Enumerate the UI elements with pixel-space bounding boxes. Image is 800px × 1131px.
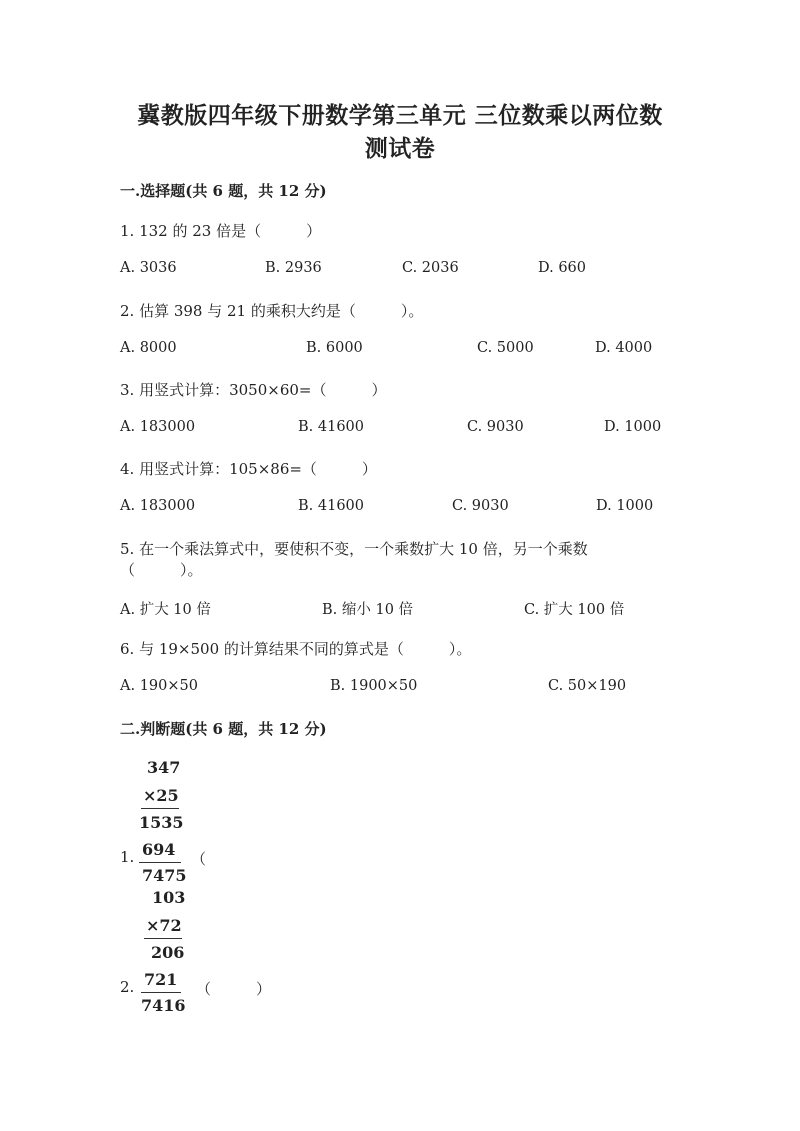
j2-partial-1: 206 xyxy=(151,943,185,962)
j2-number: 2. xyxy=(120,978,135,996)
q6-option-b[interactable]: B. 1900×50 xyxy=(330,678,418,694)
j1-multiplicand: 347 xyxy=(147,758,181,777)
j2-multiplicand: 103 xyxy=(152,888,186,907)
q3-option-b[interactable]: B. 41600 xyxy=(298,419,365,435)
q1-option-c[interactable]: C. 2036 xyxy=(402,260,459,276)
q2-option-b[interactable]: B. 6000 xyxy=(306,340,363,356)
j2-rule-1 xyxy=(144,938,182,939)
q6-option-c[interactable]: C. 50×190 xyxy=(548,678,627,694)
j1-multiplier: ×25 xyxy=(143,786,179,805)
j1-partial-1: 1535 xyxy=(139,813,184,832)
q5-option-b[interactable]: B. 缩小 10 倍 xyxy=(322,602,414,618)
q3-option-d[interactable]: D. 1000 xyxy=(604,419,662,435)
section-heading-choice: 一.选择题(共 6 题，共 12 分) xyxy=(120,182,327,200)
question-2: 2. 估算 398 与 21 的乘积大约是（ ）。 xyxy=(120,302,424,320)
page-title-line2: 测试卷 xyxy=(364,135,436,162)
j2-rule-2 xyxy=(141,992,181,993)
q3-option-a[interactable]: A. 183000 xyxy=(120,419,196,435)
page-title-line1: 冀教版四年级下册数学第三单元 三位数乘以两位数 xyxy=(137,102,663,129)
q4-option-c[interactable]: C. 9030 xyxy=(452,498,509,514)
q6-option-a[interactable]: A. 190×50 xyxy=(120,678,198,694)
j1-number: 1. xyxy=(120,848,135,866)
question-4: 4. 用竖式计算：105×86=（ ） xyxy=(120,460,377,478)
q4-option-a[interactable]: A. 183000 xyxy=(120,498,196,514)
question-5-continued: （ ）。 xyxy=(120,561,203,579)
q1-option-a[interactable]: A. 3036 xyxy=(120,260,177,276)
question-6: 6. 与 19×500 的计算结果不同的算式是（ ）。 xyxy=(120,640,472,658)
j1-partial-2: 694 xyxy=(142,840,176,859)
q3-option-c[interactable]: C. 9030 xyxy=(467,419,524,435)
q2-option-c[interactable]: C. 5000 xyxy=(477,340,534,356)
q5-option-a[interactable]: A. 扩大 10 倍 xyxy=(120,602,211,618)
q2-option-a[interactable]: A. 8000 xyxy=(120,340,177,356)
question-3: 3. 用竖式计算：3050×60=（ ） xyxy=(120,381,387,399)
question-5: 5. 在一个乘法算式中，要使积不变，一个乘数扩大 10 倍，另一个乘数 xyxy=(120,540,588,558)
j1-product: 7475 xyxy=(142,866,187,885)
question-1: 1. 132 的 23 倍是（ ） xyxy=(120,222,322,240)
q5-option-c[interactable]: C. 扩大 100 倍 xyxy=(524,602,625,618)
j1-answer-paren[interactable]: （ xyxy=(191,850,207,868)
q4-option-d[interactable]: D. 1000 xyxy=(596,498,654,514)
j2-answer-paren[interactable]: （ ） xyxy=(196,980,272,998)
j1-rule-2 xyxy=(139,862,181,863)
section-heading-judge: 二.判断题(共 6 题，共 12 分) xyxy=(120,720,327,738)
j2-multiplier: ×72 xyxy=(146,916,182,935)
q1-option-b[interactable]: B. 2936 xyxy=(265,260,322,276)
q2-option-d[interactable]: D. 4000 xyxy=(595,340,653,356)
j2-partial-2: 721 xyxy=(144,970,178,989)
j1-rule-1 xyxy=(141,808,179,809)
q4-option-b[interactable]: B. 41600 xyxy=(298,498,365,514)
j2-product: 7416 xyxy=(141,996,186,1015)
q1-option-d[interactable]: D. 660 xyxy=(538,260,587,276)
